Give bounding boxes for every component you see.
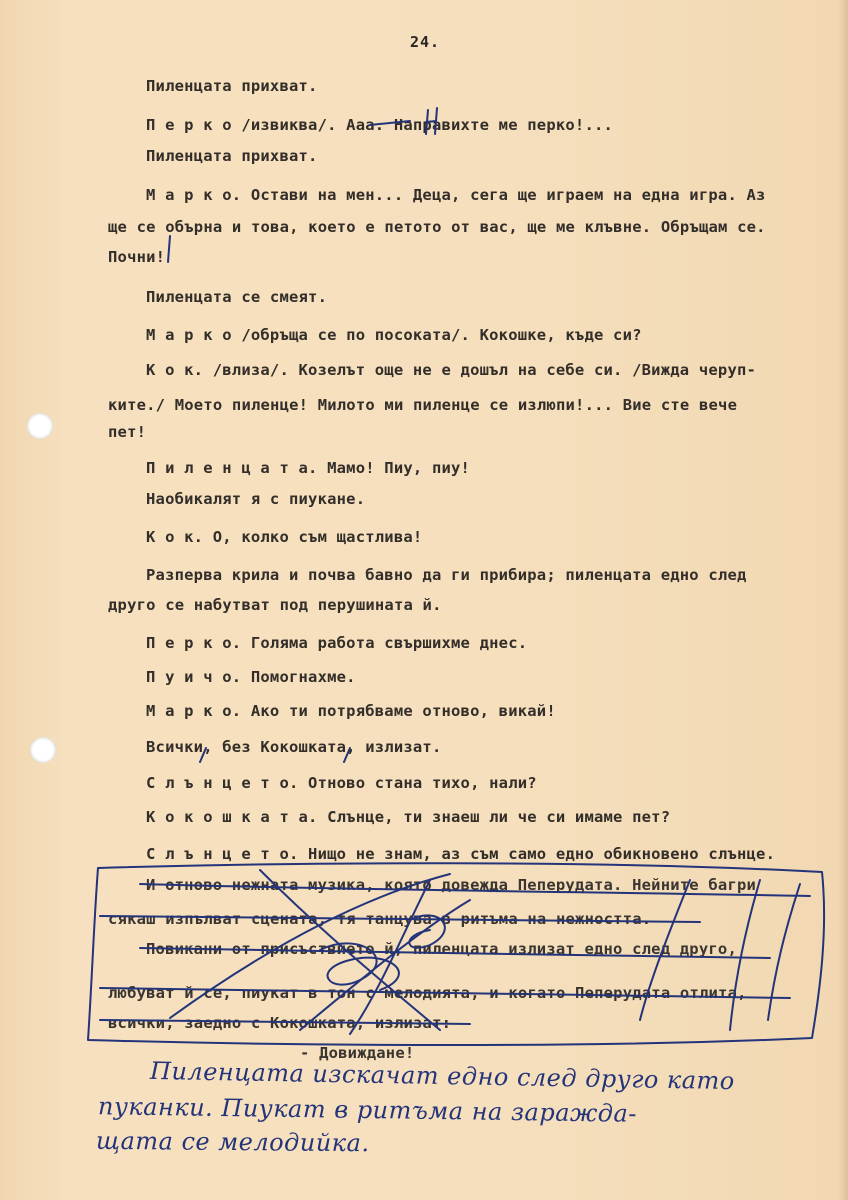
typed-line: Пиленцата прихват.: [146, 147, 318, 165]
struck-line: сякаш изпълват сцената, тя танцува в ритъма на нежността.: [108, 910, 652, 928]
typed-line: пет!: [108, 423, 147, 441]
struck-line: любуват й се, пиукат в тон с мелодията, и когато Пеперудата отлита,: [108, 984, 747, 1002]
typed-line: М а р к о. Остави на мен... Деца, сега ще играем на една игра. Аз: [146, 186, 766, 204]
typed-line: Почни!: [108, 248, 166, 266]
typed-line: ще се обърна и това, което е петото от вас, ще ме клъвне. Обръщам се.: [108, 218, 766, 236]
struck-line: - Довиждане!: [300, 1044, 415, 1062]
struck-line: Повикани от присъствието й, пиленцата излизат едно след друго,: [146, 940, 737, 958]
struck-line: И отново нежната музика, която довежда Пеперудата. Нейните багри: [146, 876, 757, 894]
typed-line: М а р к о /обръща се по посоката/. Кокошке, къде си?: [146, 326, 642, 344]
page-number: 24.: [410, 33, 441, 51]
typed-line: П у и ч о. Помогнахме.: [146, 668, 356, 686]
typed-line: ките./ Моето пиленце! Милото ми пиленце се излюпи!... Вие сте вече: [108, 396, 738, 414]
struck-line: всички, заедно с Кокошката, излизат:: [108, 1014, 452, 1032]
typed-line: К о к. /влиза/. Козелът още не е дошъл на себе си. /Вижда черуп-: [146, 361, 757, 379]
typed-line: П и л е н ц а т а. Мамо! Пиу, пиу!: [146, 459, 471, 477]
typed-line: Пиленцата се смеят.: [146, 288, 328, 306]
typed-line: П е р к о /извиква/. Ааа. Направихте ме перко!...: [146, 116, 614, 134]
typed-line: К о к о ш к а т а. Слънце, ти знаеш ли че си имаме пет?: [146, 808, 671, 826]
handwritten-line: пуканки. Пиукат в ритъма на заражда-: [97, 1092, 638, 1128]
typed-line: С л ъ н ц е т о. Отново стана тихо, нали?: [146, 774, 537, 792]
paper-edge: [838, 0, 848, 1200]
typed-line: Наобикалят я с пиукане.: [146, 490, 366, 508]
handwritten-line: щата се мелодийка.: [95, 1126, 370, 1158]
punch-hole-top: [27, 413, 53, 439]
typed-line: П е р к о. Голяма работа свършихме днес.: [146, 634, 528, 652]
typed-line: друго се набутват под перушината й.: [108, 596, 442, 614]
typed-line: Пиленцата прихват.: [146, 77, 318, 95]
typed-line: М а р к о. Ако ти потрябваме отново, викай!: [146, 702, 556, 720]
typed-line: К о к. О, колко съм щастлива!: [146, 528, 423, 546]
typed-line: Всички, без Кокошката, излизат.: [146, 738, 442, 756]
typed-line: Разперва крила и почва бавно да ги прибира; пиленцата едно след: [146, 566, 747, 584]
typed-line: С л ъ н ц е т о. Нищо не знам, аз съм само едно обикновено слънце.: [146, 845, 776, 863]
punch-hole-bottom: [30, 737, 56, 763]
handwritten-line: Пиленцата изскачат едно след друго като: [149, 1056, 736, 1096]
